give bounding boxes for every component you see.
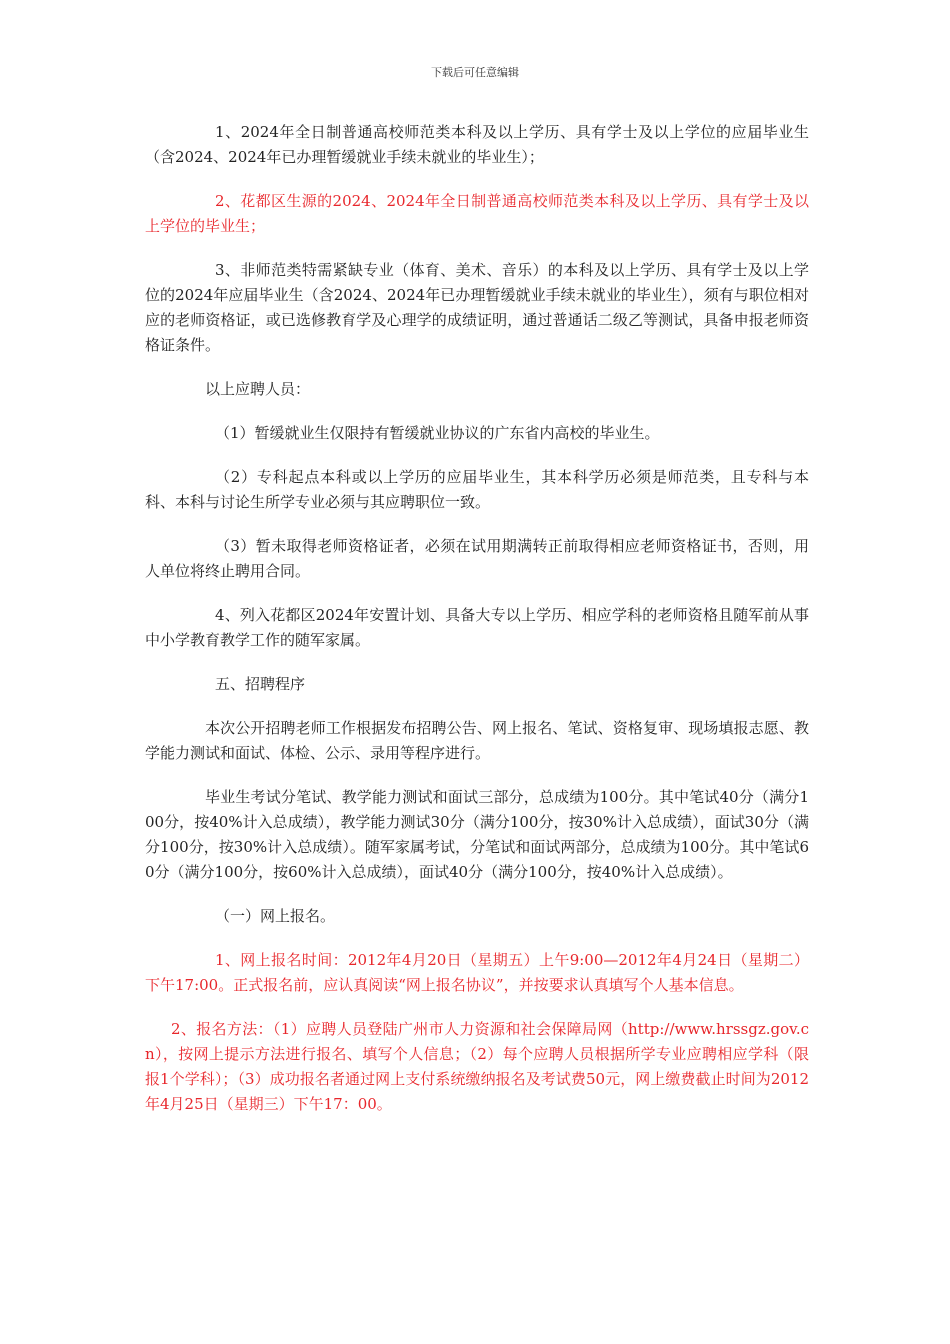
paragraph-registration-method: 2、报名方法：（1）应聘人员登陆广州市人力资源和社会保障局网（http://www.hrssgz.gov.cn），按网上提示方法进行报名、填写个人信息；（2）每个应聘人员根据所学专业应聘相应学科（限报1个学科）；（3）成功报名者通过网上支付系统缴纳报名及考试费50元，网上缴费截止时间为2012年4月25日（星期三）下午17：00。 [145, 1020, 809, 1113]
document-body [145, 120, 809, 1136]
paragraph-note-3: （3）暂未取得老师资格证者，必须在试用期满转正前取得相应老师资格证书，否则，用人单位将终止聘用合同。 [145, 537, 809, 580]
paragraph-2: 2、花都区生源的2024、2024年全日制普通高校师范类本科及以上学历、具有学士及以上学位的毕业生； [145, 192, 809, 235]
section-heading-recruitment-procedure: 五、招聘程序 [215, 675, 306, 693]
page-header-note: 下载后可任意编辑 [431, 66, 519, 79]
paragraph-1: 1、2024年全日制普通高校师范类本科及以上学历、具有学士及以上学位的应届毕业生（含2024、2024年已办理暂缓就业手续未就业的毕业生）； [145, 123, 809, 166]
paragraph-applicants-heading: 以上应聘人员： [205, 380, 311, 398]
paragraph-note-2: （2）专科起点本科或以上学历的应届毕业生，其本科学历必须是师范类，且专科与本科、本科与讨论生所学专业必须与其应聘职位一致。 [145, 468, 809, 511]
paragraph-exam-scoring: 毕业生考试分笔试、教学能力测试和面试三部分，总成绩为100分。其中笔试40分（满分100分，按40%计入总成绩），教学能力测试30分（满分100分，按30%计入总成绩），面试30分（满分100分，按30%计入总成绩）。随军家属考试，分笔试和面试两部分，总成绩为100分。其中笔试60分（满分100分，按60%计入总成绩），面试40分（满分100分，按40%计入总成绩）。 [145, 788, 809, 881]
paragraph-note-1: （1）暂缓就业生仅限持有暂缓就业协议的广东省内高校的毕业生。 [215, 424, 660, 442]
paragraph-4: 4、列入花都区2024年安置计划、具备大专以上学历、相应学科的老师资格且随军前从事中小学教育教学工作的随军家属。 [145, 606, 809, 649]
paragraph-registration-time: 1、网上报名时间：2012年4月20日（星期五）上午9:00—2012年4月24日（星期二）下午17:00。正式报名前，应认真阅读“网上报名协议”，并按要求认真填写个人基本信息。 [145, 951, 809, 994]
paragraph-3: 3、非师范类特需紧缺专业（体育、美术、音乐）的本科及以上学历、具有学士及以上学位的2024年应届毕业生（含2024、2024年已办理暂缓就业手续未就业的毕业生），须有与职位相对应的老师资格证，或已选修教育学及心理学的成绩证明，通过普通话二级乙等测试，具备申报老师资格证条件。 [145, 261, 809, 354]
subsection-heading-online-registration: （一）网上报名。 [215, 907, 336, 925]
paragraph-procedure: 本次公开招聘老师工作根据发布招聘公告、网上报名、笔试、资格复审、现场填报志愿、教学能力测试和面试、体检、公示、录用等程序进行。 [145, 719, 809, 762]
